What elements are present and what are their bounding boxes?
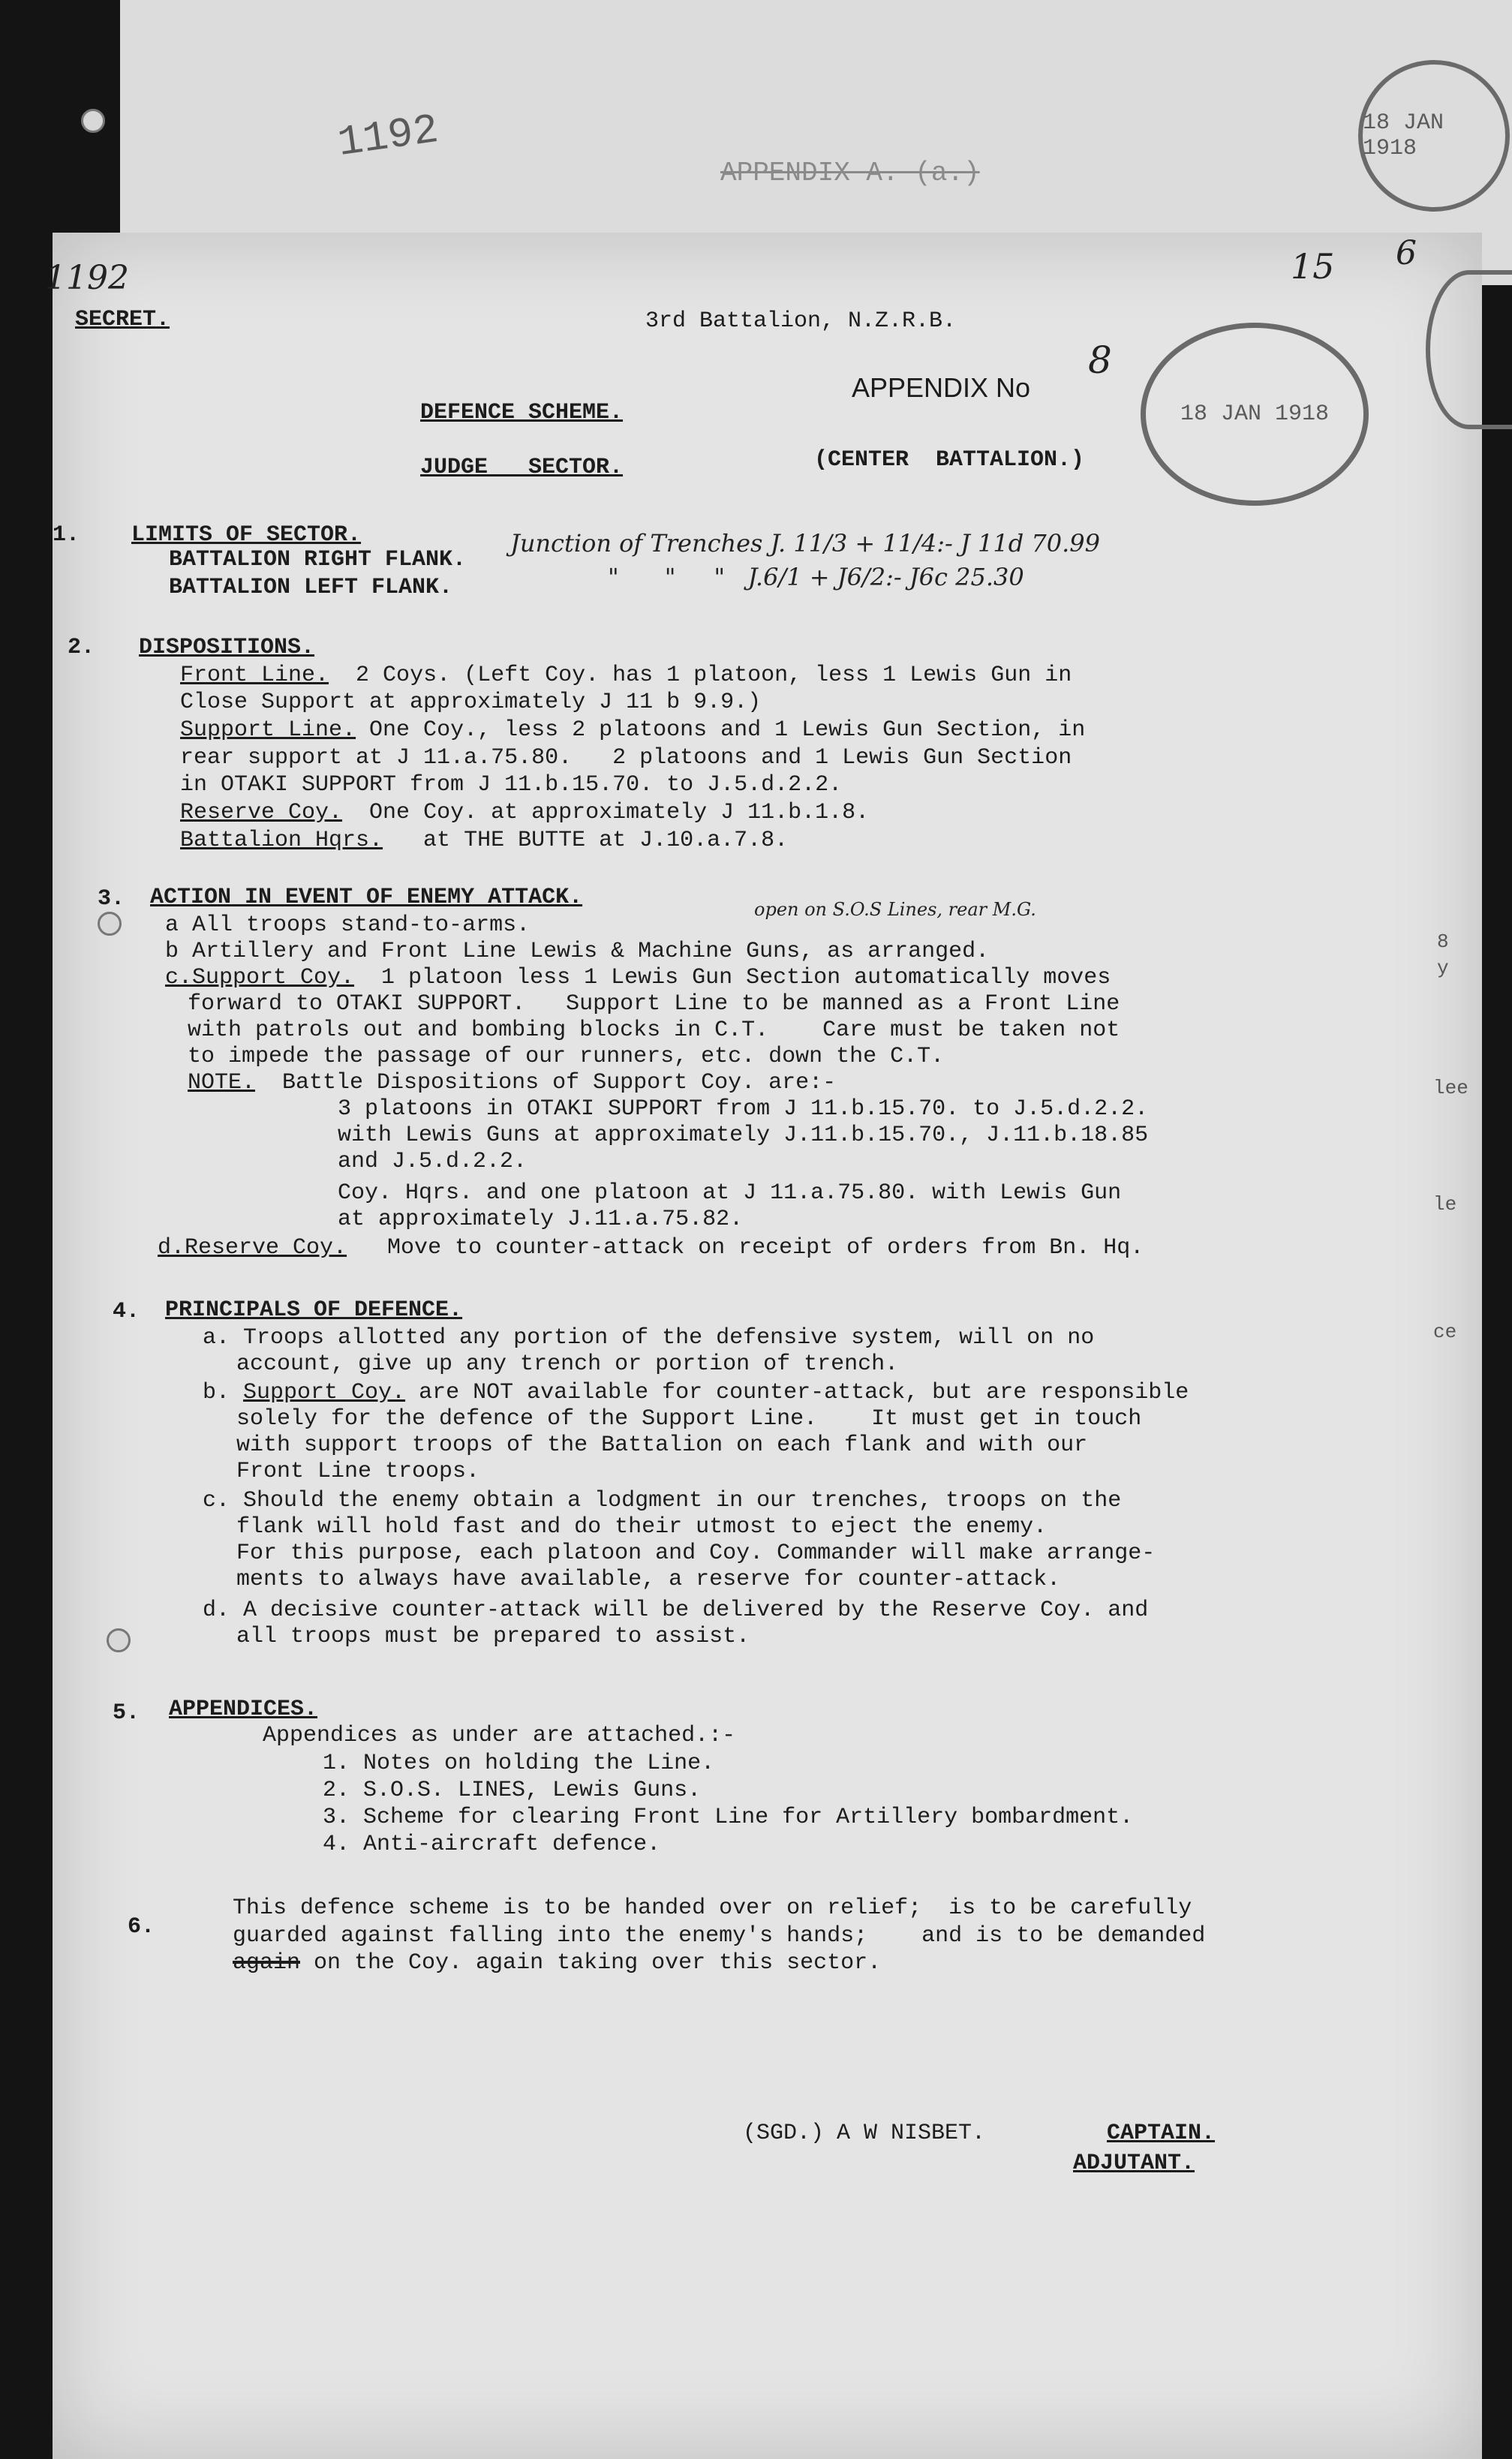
action-d-text: Move to counter-attack on receipt of orders from Bn. Hq.: [347, 1235, 1144, 1261]
defence-b-line-2: solely for the defence of the Support Line. It must get in touch: [236, 1406, 1142, 1432]
punch-hole: [98, 912, 122, 936]
defence-c-line-2: flank will hold fast and do their utmost to eject the enemy.: [236, 1514, 1048, 1540]
action-d-label: d.Reserve Coy.: [158, 1235, 347, 1261]
appendix-label: APPENDIX No: [852, 372, 1031, 403]
appendix-item-1: 1. Notes on holding the Line.: [323, 1751, 715, 1776]
note-text: Battle Dispositions of Support Coy. are:-: [255, 1070, 837, 1096]
section-2-number: 2.: [68, 635, 95, 660]
back-page-number: 1192: [335, 105, 442, 168]
margin-mark: lee: [1433, 1077, 1468, 1099]
appendix-item-3: 3. Scheme for clearing Front Line for Artillery bombardment.: [323, 1805, 1134, 1830]
date-stamp-partial: [1426, 270, 1512, 429]
section-6-line-1: This defence scheme is to be handed over on relief; is to be carefully: [233, 1895, 1192, 1921]
defence-a-line-1: a. Troops allotted any portion of the defensive system, will on no: [203, 1325, 1095, 1351]
action-c-text: 1 platoon less 1 Lewis Gun Section automatically moves: [354, 965, 1111, 991]
signature-name: A W NISBET.: [837, 2121, 986, 2146]
appendix-item-4: 4. Anti-aircraft defence.: [323, 1832, 661, 1857]
left-flank-label: BATTALION LEFT FLANK.: [169, 575, 453, 600]
defence-c-line-1: c. Should the enemy obtain a lodgment in our trenches, troops on the: [203, 1488, 1122, 1514]
margin-mark: ce: [1433, 1321, 1457, 1343]
section-6-line-3: on the Coy. again taking over this sector.: [300, 1950, 882, 1976]
date-stamp-back: 18 JAN 1918: [1358, 60, 1510, 212]
dispositions-line-5: in OTAKI SUPPORT from J 11.b.15.70. to J.5.d.2.2.: [180, 772, 843, 798]
section-3-number: 3.: [98, 886, 125, 912]
note-line-2: 3 platoons in OTAKI SUPPORT from J 11.b.15.70. to J.5.d.2.2.: [338, 1096, 1149, 1122]
left-flank-note: " " " J.6/1 + J6/2:- J6c 25.30: [608, 563, 1024, 591]
defence-b-line-1: are NOT available for counter-attack, but are responsible: [405, 1380, 1189, 1405]
defence-a-line-2: account, give up any trench or portion of trench.: [236, 1351, 899, 1377]
note-line-4: and J.5.d.2.2.: [338, 1149, 528, 1174]
section-2-title: DISPOSITIONS.: [139, 635, 315, 660]
margin-mark: le: [1433, 1193, 1457, 1216]
defence-b-prefix: b.: [203, 1380, 244, 1405]
right-flank-note: Junction of Trenches J. 11/3 + 11/4:- J 11d 70.99: [510, 529, 1100, 558]
action-c-line-4: to impede the passage of our runners, etc. down the C.T.: [188, 1044, 945, 1069]
section-5-title: APPENDICES.: [169, 1697, 318, 1722]
defence-c-line-3: For this purpose, each platoon and Coy. Commander will make arrange-: [236, 1541, 1156, 1566]
struck-word: again: [233, 1950, 301, 1976]
file-number: 1192: [45, 259, 129, 297]
defence-d-line-2: all troops must be prepared to assist.: [236, 1624, 750, 1649]
right-flank-label: BATTALION RIGHT FLANK.: [169, 547, 467, 573]
section-6-line-2: guarded against falling into the enemy's hands; and is to be demanded: [233, 1923, 1206, 1949]
scheme-title: DEFENCE SCHEME.: [420, 400, 624, 425]
date-stamp-text: 18 JAN 1918: [1180, 401, 1330, 427]
battalion-hq-label: Battalion Hqrs.: [180, 828, 383, 853]
reserve-coy-text: One Coy. at approximately J 11.b.1.8.: [342, 800, 870, 825]
support-line-label: Support Line.: [180, 717, 356, 743]
action-b-note: open on S.O.S Lines, rear M.G.: [754, 899, 1036, 920]
note-line-5: Coy. Hqrs. and one platoon at J 11.a.75.80. with Lewis Gun: [338, 1180, 1122, 1206]
action-a: a All troops stand-to-arms.: [165, 912, 531, 938]
reserve-coy-label: Reserve Coy.: [180, 800, 343, 825]
note-line-6: at approximately J.11.a.75.82.: [338, 1207, 744, 1232]
section-6-number: 6.: [128, 1914, 155, 1940]
appendices-intro: Appendices as under are attached.:-: [263, 1723, 736, 1748]
sector-title: JUDGE SECTOR.: [420, 455, 624, 480]
signature-rank: CAPTAIN.: [1107, 2121, 1216, 2146]
appendix-item-2: 2. S.O.S. LINES, Lewis Guns.: [323, 1778, 702, 1803]
date-stamp: [1141, 323, 1369, 506]
note-label: NOTE.: [188, 1070, 256, 1096]
signature-sgd: (SGD.): [743, 2121, 825, 2146]
defence-c-line-4: ments to always have available, a reserve for counter-attack.: [236, 1567, 1061, 1592]
section-1-number: 1.: [53, 522, 80, 548]
battalion-hq-text: at THE BUTTE at J.10.a.7.8.: [383, 828, 789, 853]
front-line-text: 2 Coys. (Left Coy. has 1 platoon, less 1 Lewis Gun in: [329, 663, 1072, 688]
margin-mark: y: [1437, 957, 1449, 979]
center-battalion: (CENTER BATTALION.): [814, 447, 1085, 473]
page-number-b: 6: [1396, 234, 1417, 272]
dispositions-line-2: Close Support at approximately J 11 b 9.9.): [180, 690, 762, 715]
front-line-label: Front Line.: [180, 663, 329, 688]
appendix-number: 8: [1088, 338, 1112, 382]
section-4-title: PRINCIPALS OF DEFENCE.: [165, 1297, 463, 1323]
action-c-label: c.Support Coy.: [165, 965, 355, 991]
punch-hole: [107, 1628, 131, 1652]
section-4-number: 4.: [113, 1299, 140, 1324]
defence-b-line-4: Front Line troops.: [236, 1459, 480, 1484]
battalion-title: 3rd Battalion, N.Z.R.B.: [645, 308, 957, 334]
punch-hole: [81, 109, 105, 133]
note-line-3: with Lewis Guns at approximately J.11.b.15.70., J.11.b.18.85: [338, 1123, 1149, 1148]
signature-role: ADJUTANT.: [1073, 2151, 1195, 2176]
action-b: b Artillery and Front Line Lewis & Machine Guns, as arranged.: [165, 939, 990, 964]
secret-label: SECRET.: [75, 307, 170, 332]
action-c-line-2: forward to OTAKI SUPPORT. Support Line to be manned as a Front Line: [188, 991, 1120, 1017]
section-1-title: LIMITS OF SECTOR.: [131, 522, 362, 548]
defence-b-label: Support Coy.: [243, 1380, 406, 1405]
action-c-line-3: with patrols out and bombing blocks in C.T. Care must be taken not: [188, 1018, 1120, 1043]
defence-d-line-1: d. A decisive counter-attack will be delivered by the Reserve Coy. and: [203, 1598, 1149, 1623]
section-5-number: 5.: [113, 1700, 140, 1726]
section-3-title: ACTION IN EVENT OF ENEMY ATTACK.: [150, 885, 583, 910]
back-page-appendix: APPENDIX A. (a.): [720, 158, 980, 188]
support-line-text: One Coy., less 2 platoons and 1 Lewis Gun Section, in: [356, 717, 1086, 743]
defence-b-line-3: with support troops of the Battalion on each flank and with our: [236, 1432, 1088, 1458]
page-number: 15: [1291, 246, 1335, 287]
document-page: [45, 233, 1482, 2459]
dispositions-line-4: rear support at J 11.a.75.80. 2 platoons and 1 Lewis Gun Section: [180, 745, 1072, 771]
margin-mark: 8: [1437, 930, 1449, 953]
